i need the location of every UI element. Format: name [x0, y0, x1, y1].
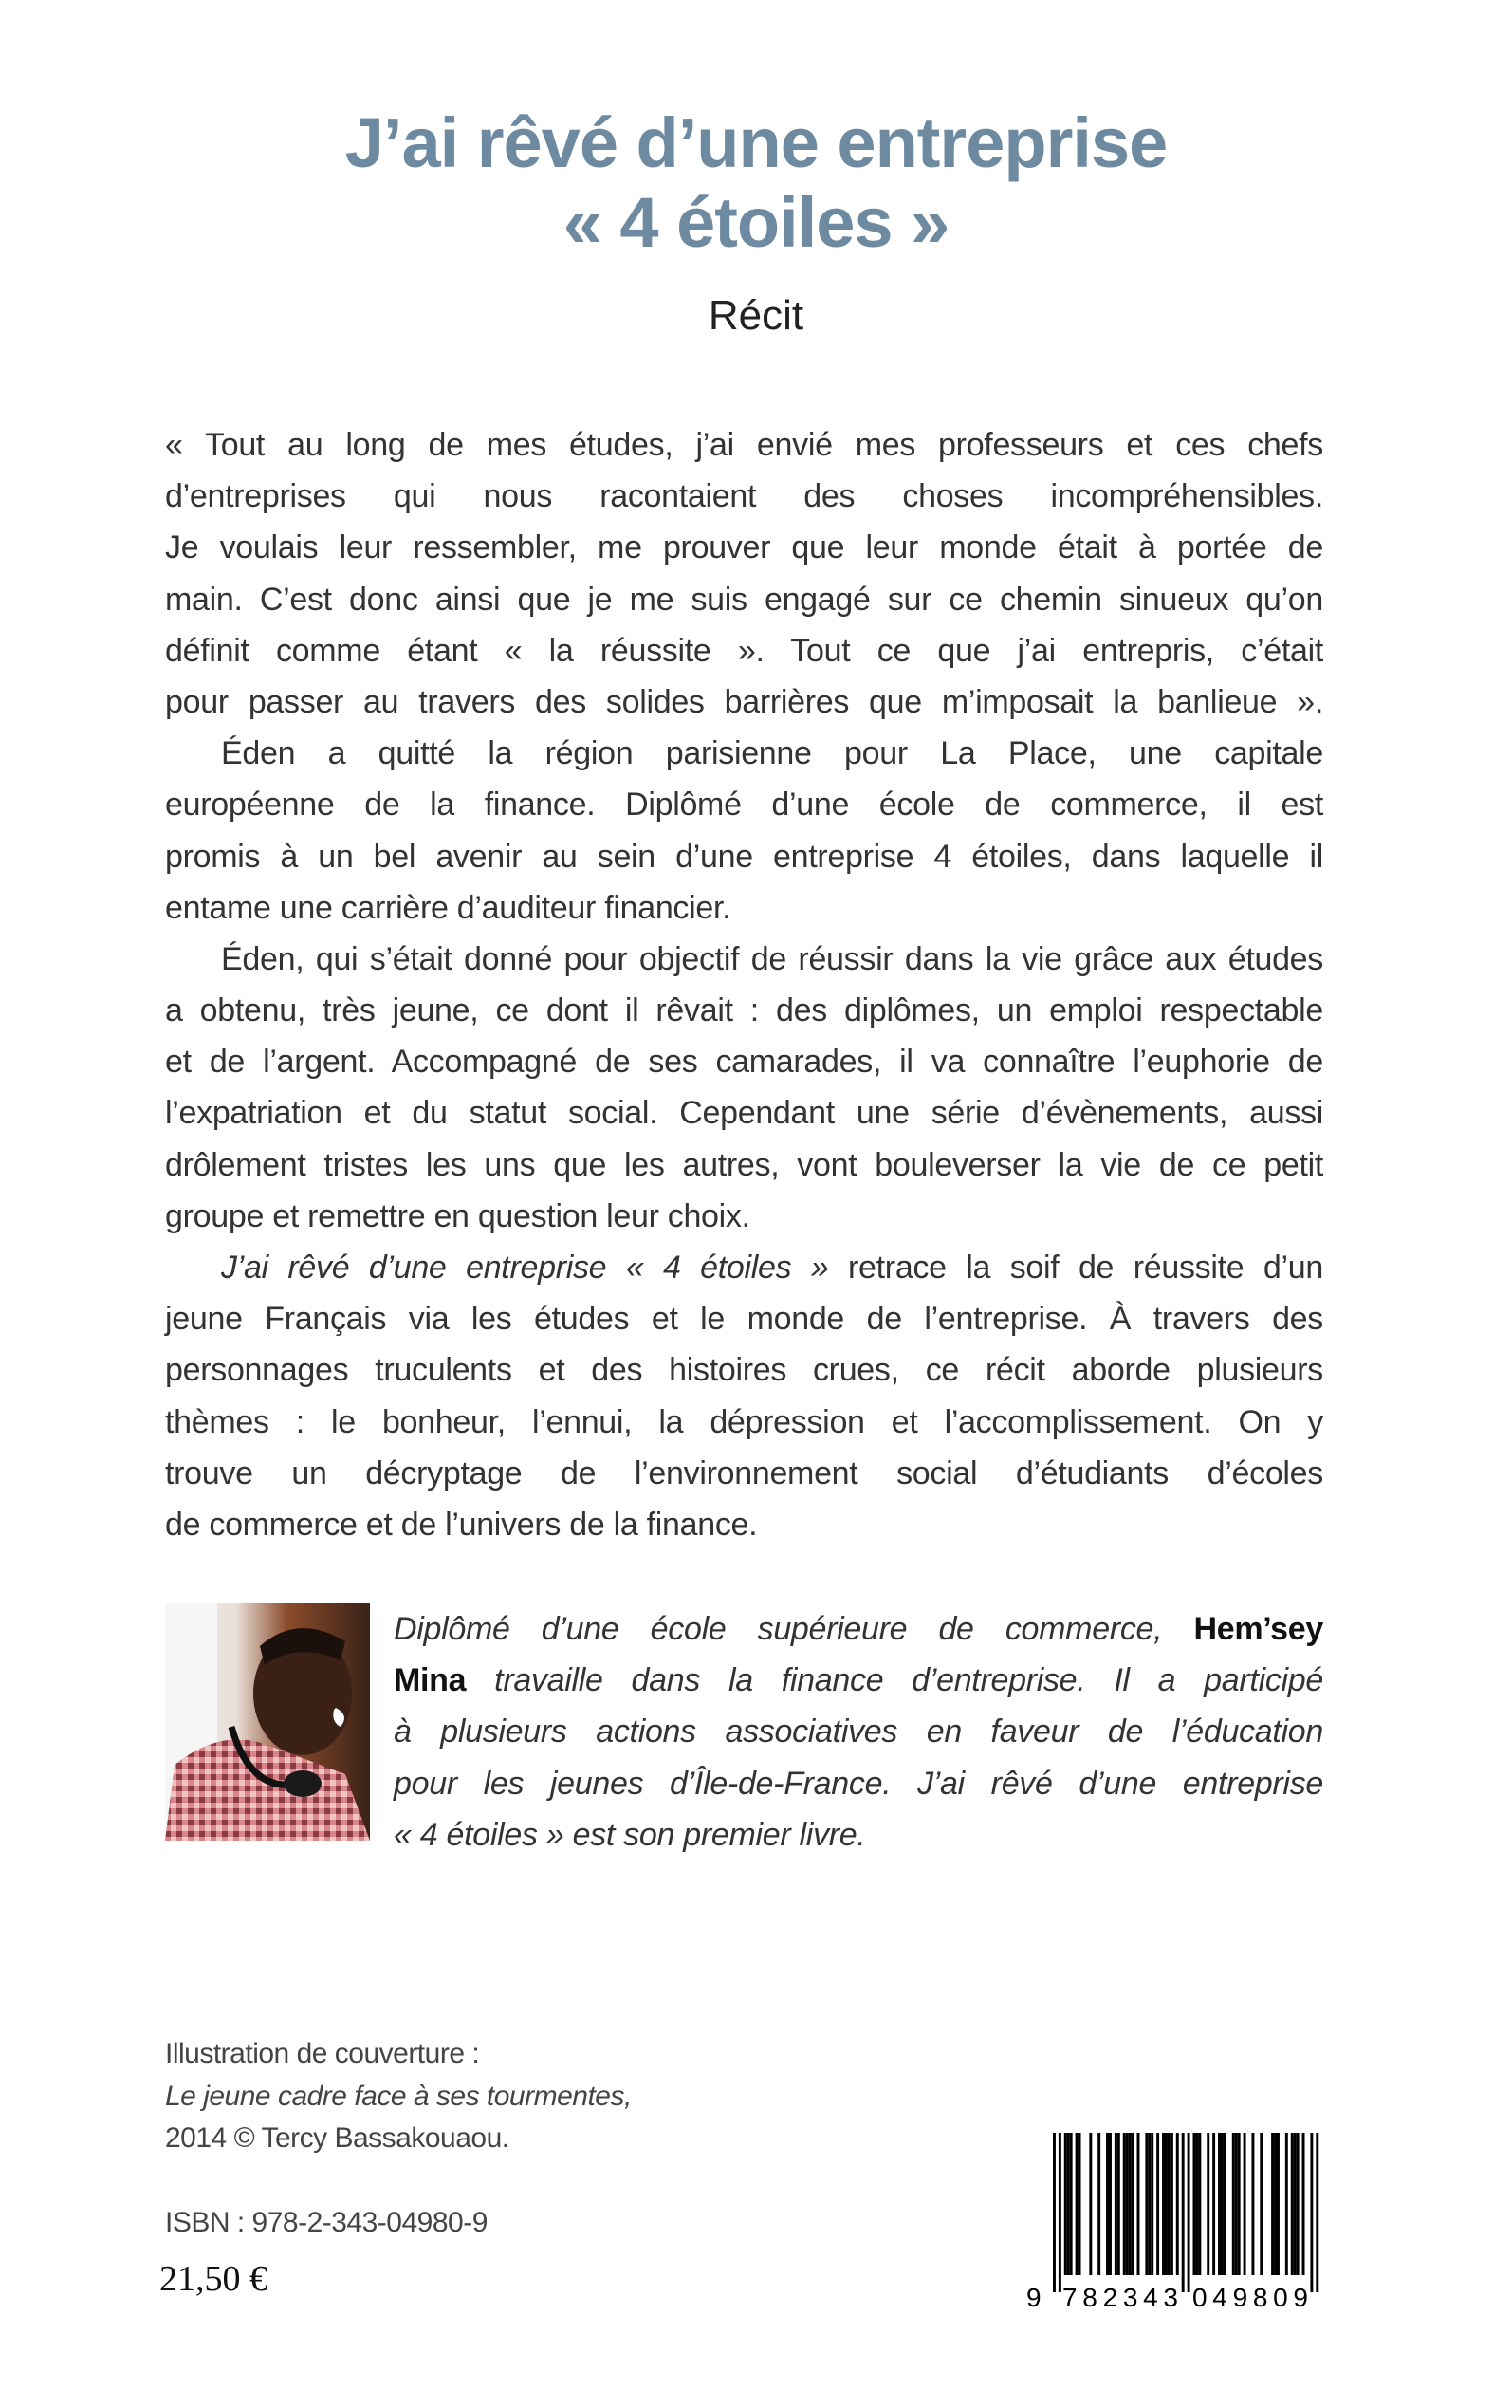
barcode-digits-right: 049809	[1192, 2283, 1308, 2310]
author-name-first: Hem’sey	[1193, 1611, 1323, 1647]
barcode-bar	[1221, 2133, 1224, 2275]
barcode-digits-left: 782343	[1062, 2283, 1178, 2310]
blurb-line: jeune Français via les études et le monde de l’entreprise. À travers des	[165, 1301, 1323, 1338]
blurb-line: et de l’argent. Accompagné de ses camarades, il va connaître l’euphorie de	[165, 1044, 1323, 1081]
cover-credit-label: Illustration de couverture :	[165, 2038, 480, 2069]
bio-text: travaille dans la finance d’entreprise. Il a participé	[494, 1662, 1323, 1699]
barcode-bar	[1076, 2133, 1079, 2275]
blurb-line: drôlement tristes les uns que les autres, vont bouleverser la vie de ce petit	[165, 1146, 1323, 1183]
barcode-bar	[1165, 2133, 1168, 2275]
bio-line: pour les jeunes d’Île-de-France. J’ai rêvé d’une entreprise	[394, 1765, 1323, 1802]
bio-line: « 4 étoiles » est son premier livre.	[394, 1816, 866, 1853]
cover-credit-work: Le jeune cadre face à ses tourmentes,	[165, 2081, 632, 2112]
blurb-line	[165, 1242, 1323, 1293]
barcode-bar	[1260, 2133, 1263, 2275]
blurb-text: retrace la soif de réussite d’un	[848, 1250, 1323, 1286]
blurb-line: promis à un bel avenir au sein d’une entreprise 4 étoiles, dans laquelle il	[165, 838, 1323, 875]
barcode-bar	[1109, 2133, 1112, 2275]
book-title-line-1: J’ai rêvé d’une entreprise	[344, 103, 1168, 182]
blurb-line: définit comme étant « la réussite ». Tout ce que j’ai entrepris, c’était	[165, 632, 1323, 669]
blurb-line: groupe et remettre en question leur choix.	[165, 1197, 750, 1234]
barcode-bar	[1089, 2133, 1092, 2275]
blurb-line: Éden, qui s’était donné pour objectif de réussir dans la vie grâce aux études	[221, 940, 1323, 977]
barcode-bar	[1251, 2133, 1254, 2275]
barcode-bar	[1137, 2133, 1140, 2275]
blurb-line: Éden a quitté la région parisienne pour La Place, une capitale	[221, 735, 1323, 772]
barcode-bar	[1316, 2133, 1318, 2292]
barcode-bar	[1053, 2133, 1056, 2292]
blurb-line: « Tout au long de mes études, j’ai envié mes professeurs et ces chefs	[165, 427, 1323, 463]
barcode-bar	[1193, 2133, 1196, 2275]
barcode-bar	[1145, 2133, 1148, 2275]
barcode-bar	[1302, 2133, 1305, 2275]
barcode-bar	[1271, 2133, 1274, 2275]
barcode-bar	[1106, 2133, 1109, 2275]
isbn: ISBN : 978-2-343-04980-9	[165, 2207, 488, 2238]
barcode-bar	[1285, 2133, 1288, 2275]
barcode-bar	[1235, 2133, 1238, 2275]
price: 21,50 €	[159, 2259, 267, 2299]
author-name-last: Mina	[394, 1662, 467, 1699]
barcode-bar	[1059, 2133, 1061, 2292]
blurb-line: l’expatriation et du statut social. Cependant une série d’évènements, aussi	[165, 1095, 1323, 1132]
barcode-bar	[1218, 2133, 1221, 2275]
barcode-bar	[1212, 2133, 1215, 2275]
genre-label: Récit	[708, 292, 804, 339]
barcode-digit-first: 9	[1026, 2283, 1042, 2310]
barcode-bar	[1117, 2133, 1120, 2275]
barcode-bar	[1156, 2133, 1159, 2275]
blurb-line: européenne de la finance. Diplômé d’une école de commerce, il est	[165, 787, 1323, 824]
barcode-bar	[1232, 2133, 1235, 2275]
book-title-italic: J’ai rêvé d’une entreprise « 4 étoiles »	[221, 1250, 829, 1286]
blurb-line: personnages truculents et des histoires crues, ce récit aborde plusieurs	[165, 1352, 1323, 1389]
blurb-line: de commerce et de l’univers de la finance.	[165, 1506, 758, 1543]
blurb-line: main. C’est donc ainsi que je me suis engagé sur ce chemin sinueux qu’on	[165, 581, 1323, 618]
barcode-bar	[1238, 2133, 1241, 2275]
barcode-bar	[1224, 2133, 1226, 2275]
barcode-bar	[1207, 2133, 1209, 2275]
author-bio	[394, 1603, 1323, 1861]
blurb-line: Je voulais leur ressembler, me prouver que leur monde était à portée de	[165, 529, 1323, 566]
barcode-bar	[1162, 2133, 1165, 2275]
blurb-text	[165, 419, 1323, 1550]
barcode-bar	[1151, 2133, 1153, 2275]
barcode-bar	[1132, 2133, 1134, 2275]
cover-credit-copyright: 2014 © Tercy Bassakouaou.	[165, 2122, 509, 2154]
barcode-bar	[1188, 2133, 1190, 2292]
barcode-bar	[1182, 2133, 1185, 2292]
author-photo	[165, 1603, 370, 1841]
barcode-bar	[1168, 2133, 1171, 2275]
barcode-bar	[1310, 2133, 1313, 2292]
barcode-bar	[1195, 2133, 1198, 2275]
blurb-line: entame une carrière d’auditeur financier.	[165, 889, 731, 926]
barcode-bar	[1129, 2133, 1132, 2275]
blurb-line: d’entreprises qui nous racontaient des choses incompréhensibles.	[165, 478, 1323, 515]
barcode-bar	[1148, 2133, 1151, 2275]
barcode-bar	[1291, 2133, 1294, 2275]
barcode-bar	[1297, 2133, 1300, 2275]
barcode-bar	[1274, 2133, 1277, 2275]
barcode-bar	[1115, 2133, 1117, 2275]
barcode-bar	[1123, 2133, 1126, 2275]
barcode-bar	[1294, 2133, 1297, 2275]
bio-line	[394, 1655, 1323, 1706]
bio-text: Diplômé d’une école supérieure de commerce,	[394, 1611, 1163, 1647]
bio-line	[394, 1603, 1323, 1655]
barcode-bar	[1198, 2133, 1201, 2275]
blurb-line: a obtenu, très jeune, ce dont il rêvait : des diplômes, un emploi respectable	[165, 992, 1323, 1029]
barcode-bar	[1067, 2133, 1070, 2275]
bio-line: à plusieurs actions associatives en faveur de l’éducation	[394, 1713, 1323, 1750]
blurb-line: thèmes : le bonheur, l’ennui, la dépression et l’accomplissement. On y	[165, 1403, 1323, 1440]
barcode	[1024, 2130, 1328, 2310]
blurb-line: pour passer au travers des solides barrières que m’imposait la banlieue ».	[165, 683, 1323, 720]
book-title-line-2: « 4 étoiles »	[562, 183, 950, 262]
barcode-bar	[1277, 2133, 1280, 2275]
barcode-bar	[1244, 2133, 1246, 2275]
barcode-bar	[1064, 2133, 1067, 2275]
barcode-bar	[1079, 2133, 1081, 2275]
barcode-bar	[1070, 2133, 1073, 2275]
barcode-bar	[1126, 2133, 1129, 2275]
barcode-bar	[1097, 2133, 1100, 2275]
blurb-line: trouve un décryptage de l’environnement social d’étudiants d’écoles	[165, 1454, 1323, 1491]
barcode-bar	[1176, 2133, 1179, 2275]
barcode-bar	[1171, 2133, 1173, 2275]
